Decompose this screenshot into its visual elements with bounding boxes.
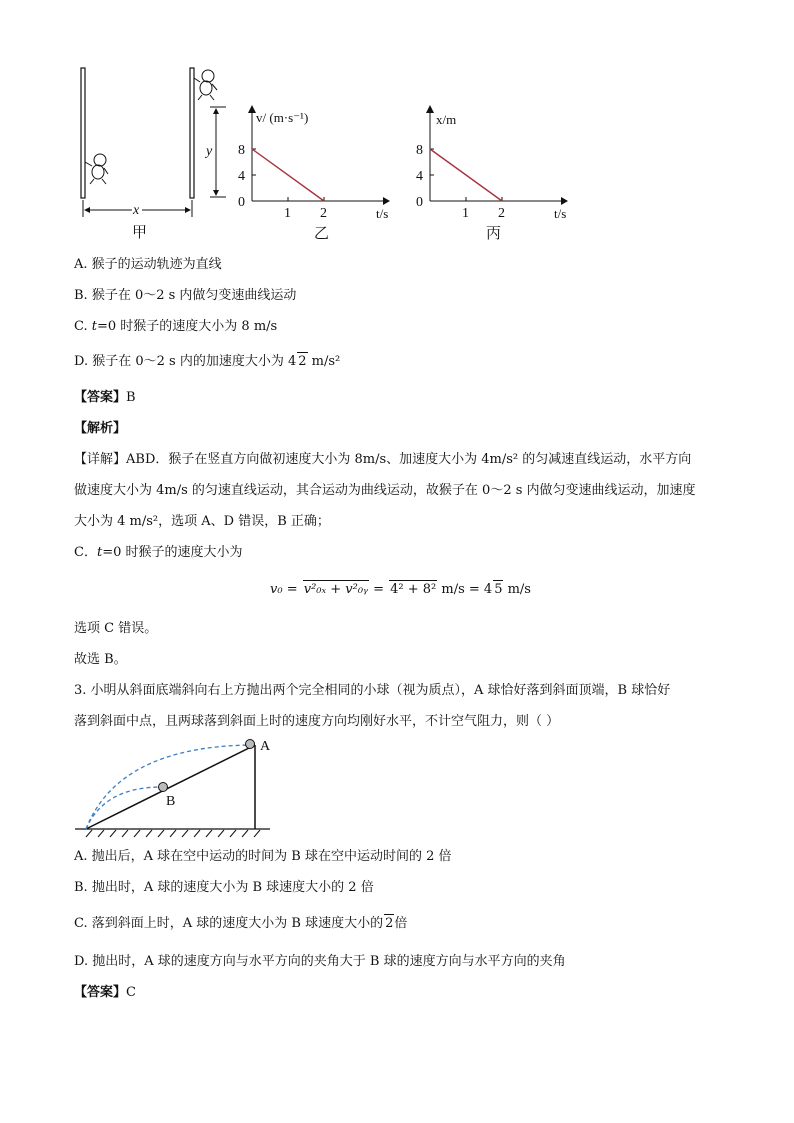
q2-option-c: C. t=0 时猴子的速度大小为 8 m/s [74, 319, 278, 334]
sqrt-sign: 5 [494, 582, 503, 597]
q2-detail-line2: 做速度大小为 4m/s 的匀速直线运动，其合运动为曲线运动，故猴子在 0～2 s 内做匀变速曲线运动，加速度 [74, 483, 696, 498]
monkey-icon-top [194, 70, 217, 100]
chart-xlabel: t/s [554, 206, 567, 221]
x-tick-label: 1 [284, 206, 291, 221]
y-tick-label: 4 [238, 169, 245, 184]
y-tick-label: 0 [416, 195, 423, 210]
sqrt-sign: v²₀ₓ + v²₀ᵧ [303, 582, 368, 597]
q2-option-d: D. 猴子在 0～2 s 内的加速度大小为 4 2 m/s² [74, 354, 341, 369]
q2-option-b: B. 猴子在 0～2 s 内做匀变速曲线运动 [74, 288, 297, 303]
q3-option-d: D. 抛出时，A 球的速度方向与水平方向的夹角大于 B 球的速度方向与水平方向的夹角 [74, 954, 566, 969]
figure-jia [70, 62, 230, 247]
q2-detail-line1: 【详解】ABD．猴子在竖直方向做初速度大小为 8m/s、加速度大小为 4m/s² 的匀减速直线运动，水平方向 [74, 452, 692, 467]
chart-yi [230, 100, 400, 245]
q3-stem-line1: 3. 小明从斜面底端斜向右上方抛出两个完全相同的小球（视为质点），A 球恰好落到斜面顶端，B 球恰好 [74, 683, 671, 698]
figure-incline [70, 735, 280, 840]
q2-choose: 故选 B。 [74, 652, 127, 667]
panel-label-jia: 甲 [132, 225, 148, 241]
y-tick-label: 8 [416, 143, 423, 158]
chart-xlabel: t/s [376, 206, 389, 221]
q2-c-wrong: 选项 C 错误。 [74, 621, 158, 636]
y-label: y [206, 144, 213, 159]
q3-option-c: C. 落到斜面上时，A 球的速度大小为 B 球速度大小的 2倍 [74, 916, 408, 931]
ball-a [246, 740, 255, 749]
y-tick-label: 0 [238, 195, 245, 210]
sqrt-sign: 4² + 8² [390, 582, 437, 597]
velocity-formula: v₀ = v²₀ₓ + v²₀ᵧ = 4² + 8² m/s = 4 5 m/s [270, 582, 531, 597]
sqrt-sign: 2 [385, 916, 394, 931]
chart-bing [408, 100, 578, 245]
q3-answer: 【答案】C [74, 985, 136, 1000]
panel-label-bing: 丙 [486, 226, 502, 242]
sqrt-sign: 2 [298, 354, 307, 369]
label-a: A [260, 739, 271, 754]
q2-answer: 【答案】B [74, 390, 136, 405]
monkey-icon-bottom [85, 154, 108, 184]
q2-option-a: A. 猴子的运动轨迹为直线 [74, 257, 222, 272]
left-pole [81, 68, 85, 198]
x-tick-label: 2 [320, 206, 327, 221]
x-tick-label: 1 [462, 206, 469, 221]
q3-option-b: B. 抛出时，A 球的速度大小为 B 球速度大小的 2 倍 [74, 880, 374, 895]
incline-surface [86, 745, 255, 829]
x-label: x [133, 203, 140, 218]
ground-hatching [86, 830, 260, 837]
y-tick-label: 8 [238, 143, 245, 158]
y-tick-label: 4 [416, 169, 423, 184]
ball-b [159, 783, 168, 792]
chart-ylabel: v/ (m·s⁻¹) [256, 110, 309, 125]
q2-analysis-tag: 【解析】 [74, 421, 127, 436]
panel-label-yi: 乙 [314, 226, 330, 242]
series-line [252, 149, 324, 201]
q3-option-a: A. 抛出后，A 球在空中运动的时间为 B 球在空中运动时间的 2 倍 [74, 849, 452, 864]
chart-ylabel: x/m [436, 112, 457, 127]
q3-stem-line2: 落到斜面中点，且两球落到斜面上时的速度方向均刚好水平，不计空气阻力，则（ ） [74, 714, 560, 729]
right-pole [190, 68, 194, 198]
label-b: B [166, 794, 176, 809]
series-line [430, 149, 502, 201]
q2-detail-c: C．t=0 时猴子的速度大小为 [74, 545, 243, 560]
q2-detail-line3: 大小为 4 m/s²，选项 A、D 错误，B 正确； [74, 514, 330, 529]
x-tick-label: 2 [498, 206, 505, 221]
